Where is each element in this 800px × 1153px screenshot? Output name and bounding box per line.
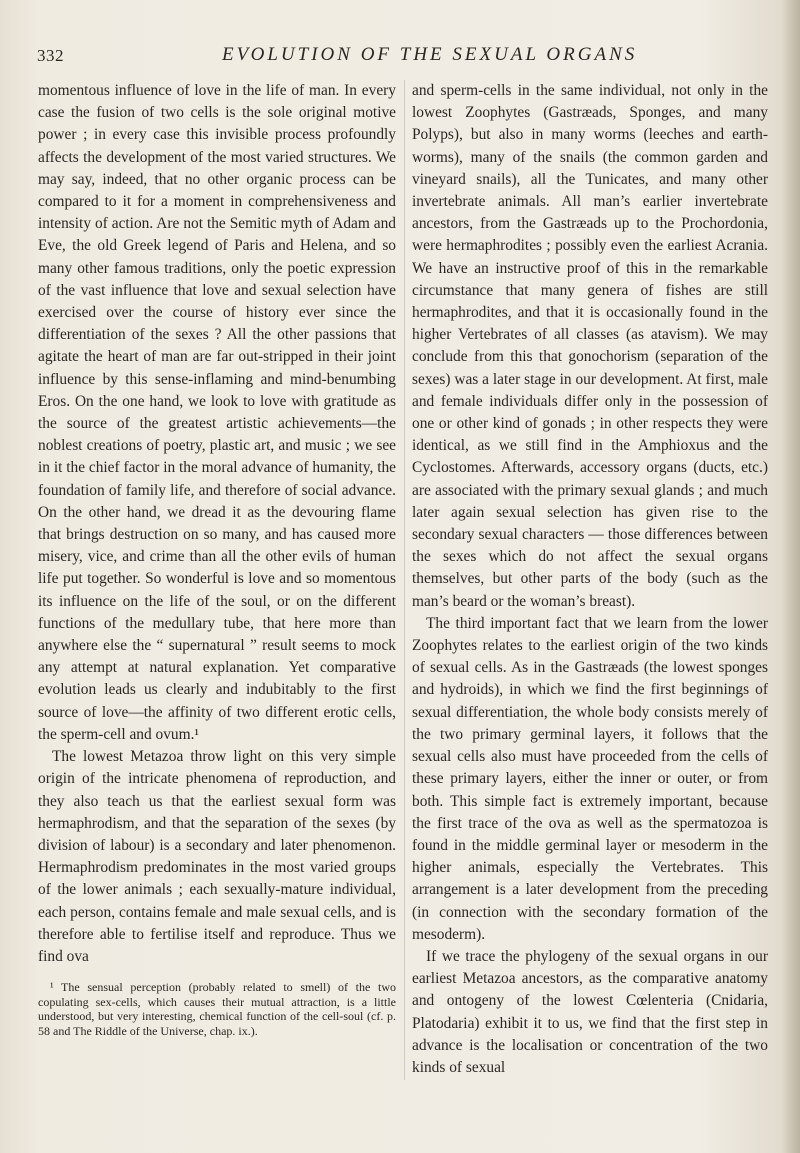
left-column (38, 80, 396, 1038)
page-edge-shadow (782, 0, 800, 1153)
right-paragraph-1: and sperm-cells in the same individual, not only in the lowest Zoophytes (Gastræads, Sponges, and many Polyps), but also in many worms (leeches and earth-worms), many of the snails (the common garden and vineyard snails), all the Tunicates, and many other invertebrate animals. All man’s earlier invertebrate ancestors, from the Gastræads up to the Prochordonia, were hermaphrodites ; possibly even the earliest Acrania. We have an instructive proof of this in the remarkable circumstance that many genera of fishes are still hermaphrodites, and that it is occasionally found in the higher Vertebrates of all classes (as atavism). We may conclude from this that gonochorism (separation of the sexes) was a later stage in our development. At first, male and female individuals differ only in the possession of one or other kind of gonads ; in other respects they were identical, as we still find in the Amphioxus and the Cyclostomes. Afterwards, accessory organs (ducts, etc.) are associated with the primary sexual glands ; and much later again sexual selection has given rise to the secondary sexual characters — those differences between the sexes which do not affect the sexual organs themselves, but other parts of the body (such as the man’s beard or the woman’s breast). (412, 82, 768, 610)
footnote: ¹ The sensual perception (probably related to smell) of the two copulating sex-cells, which causes their mutual attraction, is a little understood, but very interesting, chemical function of the cell-soul (cf. p. 58 and The Riddle of the Universe, chap. ix.). (38, 980, 396, 1038)
right-paragraph-3: If we trace the phylogeny of the sexual organs in our earliest Metazoa ancestors, as the comparative anatomy and ontogeny of the lowest Cœlenteria (Cnidaria, Platodaria) exhibit it to us, we find that the first step in advance is the localisation or concentration of the two kinds of sexual (412, 947, 768, 1076)
page-number: 332 (37, 46, 64, 65)
running-head: EVOLUTION OF THE SEXUAL ORGANS (222, 44, 638, 65)
left-paragraph-1: momentous influence of love in the life of man. In every case the fusion of two cells is the sole original motive power ; in every case this invisible process profoundly affects the development of the most varied structures. We may say, indeed, that no other organic process can be compared to it for a moment in comprehensiveness and intensity of action. Are not the Semitic myth of Adam and Eve, the old Greek legend of Paris and Helena, and so many other famous traditions, only the poetic expression of the vast influence that love and sexual selection have exercised over the course of history ever since the differentiation of the sexes ? All the other passions that agitate the heart of man are far out-stripped in their joint influence by this sense-inflaming and mind-benumbing Eros. On the one hand, we look to love with gratitude as the source of the greatest artistic achievements—the noblest creations of poetry, plastic art, and music ; we see in it the chief factor in the moral advance of humanity, the foundation of family life, and therefore of social advance. On the other hand, we dread it as the devouring flame that brings destruction on so many, and has caused more misery, vice, and crime than all the other evils of human life put together. So wonderful is love and so momentous its influence on the life of the soul, or on the different functions of the medullary tube, that here more than anywhere else the “ supernatural ” result seems to mock any attempt at natural explanation. Yet comparative evolution leads us clearly and indubitably to the first source of love—the affinity of two different erotic cells, the sperm-cell and ovum.¹ (38, 82, 396, 743)
right-column (412, 80, 768, 1079)
left-paragraph-2: The lowest Metazoa throw light on this very simple origin of the intricate phenomena of reproduction, and they also teach us that the earliest sexual form was hermaphrodism, and that the separation of the sexes (by division of labour) is a secondary and later phenomenon. Hermaphrodism predominates in the most varied groups of the lower animals ; each sexually-mature individual, each person, contains female and male sexual cells, and is therefore able to fertilise itself and reproduce. Thus we find ova (38, 748, 396, 965)
column-divider (404, 80, 405, 1080)
page-header (0, 42, 800, 72)
right-paragraph-2: The third important fact that we learn from the lower Zoophytes relates to the earliest origin of the two kinds of sexual cells. As in the Gastræads (the lowest sponges and hydroids), in which we find the first beginnings of sexual differentiation, the whole body consists merely of the two primary germinal layers, it follows that the sexual cells also must have proceeded from the cells of these primary layers, either the inner or outer, or from both. This simple fact is extremely important, because the first trace of the ova as well as the spermatozoa is found in the middle germinal layer or mesoderm in the higher animals, especially the Vertebrates. This arrangement is a later development from the preceding (in connection with the secondary formation of the mesoderm). (412, 614, 768, 943)
